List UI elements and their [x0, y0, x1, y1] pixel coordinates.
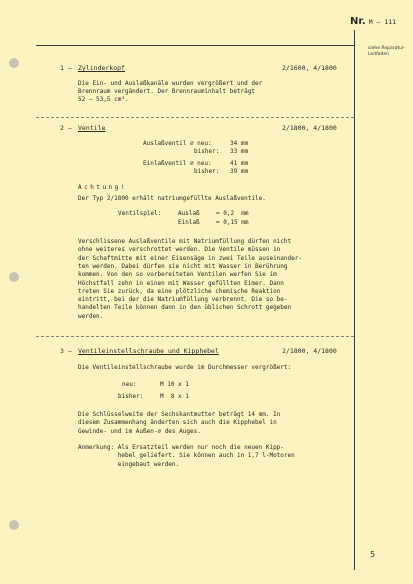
- side-note: siehe Reparatur-Leitfaden: [368, 46, 406, 57]
- section-2-paragraph-line: Verschlissene Auslaßventile mit Natriumfüllung dürfen nicht: [78, 238, 292, 245]
- auslass-old-label: bisher:: [194, 148, 220, 155]
- auslass-new-value: 34 mm: [230, 140, 249, 147]
- section-2-paragraph-line: ohne weiteres verschrottet werden. Die Ventile müssen in: [78, 246, 281, 254]
- page-number: 5: [370, 550, 376, 559]
- section-3-intro: Die Ventileinstellschraube wurde im Durchmesser vergrößert:: [78, 364, 292, 371]
- document-number: [350, 16, 396, 27]
- section-2-paragraph-line: ten werden. Dabei dürfen sie nicht mit Wasser in Berührung: [78, 262, 288, 270]
- ventilspiel-einlass-value: = 0,15 mm: [216, 219, 249, 226]
- section-2-paragraph-line: eintritt, bei der die Natriumfüllung verbrennt. Die so be-: [78, 296, 288, 304]
- section-3-models: 2/1800, 4/1800: [282, 347, 337, 355]
- neu-value: M 10 x 1: [160, 381, 189, 388]
- section-divider: [36, 117, 354, 118]
- anmerkung-line: hebel geliefert. Sie können auch in 1,7 l-Motoren: [78, 452, 295, 460]
- section-2-paragraph-line: kommen. Von den so vorbereiteten Ventilen werfen Sie im: [78, 271, 277, 279]
- ventilspiel-einlass-label: Einlaß: [178, 219, 200, 226]
- section-1-line: Die Ein- und Auslaßkanäle wurden vergrößert und der: [78, 80, 263, 87]
- punch-hole: [9, 58, 19, 68]
- auslass-old-value: 33 mm: [230, 148, 249, 155]
- frame-right-line: [354, 30, 355, 570]
- ventilspiel-auslass-label: Auslaß: [178, 210, 200, 217]
- auslass-new-label: Auslaßventil ∅ neu:: [143, 140, 212, 147]
- section-2-paragraph-line: handelten Teile können dann in den üblichen Schrott gegeben: [78, 304, 292, 312]
- bisher-label: bisher:: [118, 393, 144, 400]
- einlass-old-value: 39 mm: [230, 168, 249, 175]
- ventilspiel-auslass-value: = 0,2 mm: [216, 210, 249, 217]
- section-3-title: Ventileinstellschraube und Kipphebel: [78, 347, 219, 355]
- frame-top-line: [36, 45, 354, 46]
- section-2-paragraph-line: werden.: [78, 312, 104, 320]
- section-2-paragraph-line: treten Sie zurück, da eine plötzliche chemische Reaktion: [78, 287, 281, 295]
- achtung-text: Der Typ 2/1800 erhält natriumgefüllte Auslaßventile.: [78, 195, 266, 202]
- einlass-new-label: Einlaßventil ∅ neu:: [143, 160, 212, 167]
- section-2-models: 2/1800, 4/1800: [282, 124, 337, 132]
- section-1-line: 52 – 53,5 cm³.: [78, 96, 129, 103]
- anmerkung-line: eingebaut werden.: [78, 460, 180, 468]
- section-2-paragraph-line: der Schaftmitte mit einer Eisensäge in zwei Teile auseinander-: [78, 254, 302, 262]
- achtung-heading: Achtung!: [78, 184, 127, 191]
- section-3-paragraph-line: Die Schlüsselweite der Sechskantmutter beträgt 14 mm. In: [78, 411, 281, 418]
- einlass-new-value: 41 mm: [230, 160, 249, 167]
- section-1-models: 2/1600, 4/1800: [282, 64, 337, 72]
- punch-hole: [9, 272, 19, 282]
- punch-hole: [9, 520, 19, 530]
- bisher-value: M 8 x 1: [160, 393, 189, 400]
- ventilspiel-label: Ventilspiel:: [118, 210, 162, 217]
- section-2-title: Ventile: [78, 124, 106, 132]
- anmerkung-line: Anmerkung: Als Ersatzteil werden nur noch die neuen Kipp-: [78, 444, 284, 451]
- einlass-old-label: bisher:: [194, 168, 220, 175]
- nr-label: Nr.: [350, 16, 366, 27]
- section-1-line: Brennraum vergändert. Der Brennrauminhalt beträgt: [78, 88, 256, 95]
- section-1-number: 1 –: [60, 64, 72, 72]
- section-3-number: 3 –: [60, 347, 72, 355]
- section-2-paragraph-line: Höchstfall zehn in einen mit Wasser gefüllten Eimer. Dann: [78, 279, 284, 287]
- section-1-title: Zylinderkopf: [78, 64, 125, 72]
- section-2-number: 2 –: [60, 124, 72, 132]
- section-3-paragraph-line: Gewinde- und im Außen-∅ des Auges.: [78, 427, 201, 435]
- nr-value: M – 111: [368, 18, 397, 26]
- section-3-paragraph-line: diesem Zusammenhang änderten sich auch die Kipphebel in: [78, 419, 277, 427]
- section-divider: [36, 336, 354, 337]
- neu-label: neu:: [122, 381, 137, 388]
